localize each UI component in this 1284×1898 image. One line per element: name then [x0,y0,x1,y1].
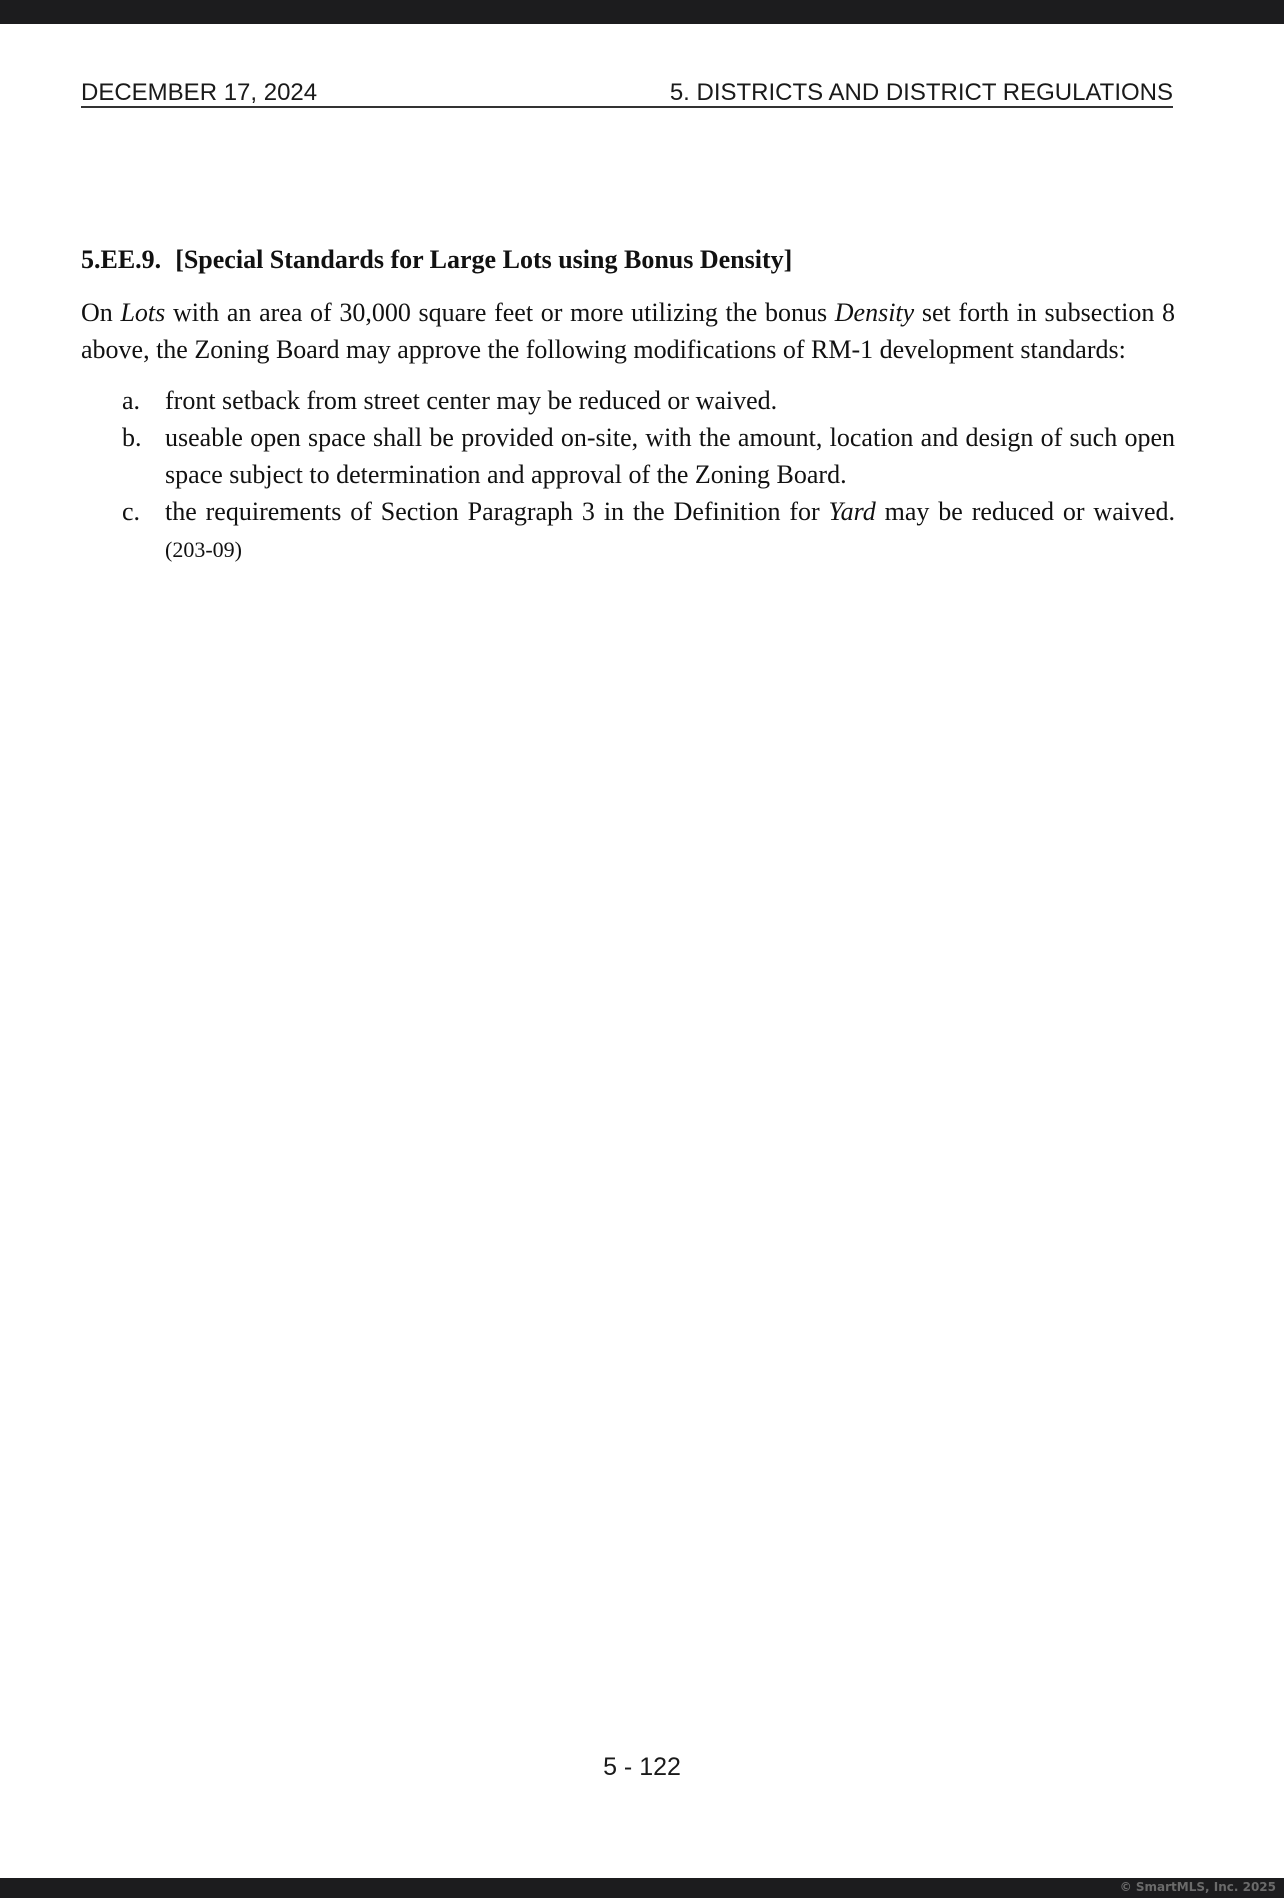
list-item [81,382,1175,419]
header-date: DECEMBER 17, 2024 [81,79,318,106]
section-content [81,244,1175,568]
intro-text-3: set forth in subsection 8 above, the Zoning Board may approve the following modifications of RM-1 development standards: [81,298,1175,364]
list-marker: c. [122,497,141,526]
list-item [81,493,1175,568]
item-c-text-2: may be reduced or waived. [875,497,1175,526]
list-marker: a. [122,386,141,415]
list-item-text [165,497,1175,563]
list-marker: b. [122,423,142,452]
section-heading [81,244,1175,276]
section-title: [Special Standards for Large Lots using Bonus Density] [175,245,793,274]
bottom-bar [0,1878,1284,1898]
term-lots: Lots [120,298,166,327]
modifications-list [81,382,1175,568]
page-header [81,76,1173,108]
term-density: Density [834,298,915,327]
item-c-text-1: the requirements of Section Paragraph 3 in the Definition for [165,497,829,526]
intro-paragraph [81,294,1175,368]
intro-text-2: with an area of 30,000 square feet or more utilizing the bonus [165,298,835,327]
top-bar [0,0,1284,24]
watermark: © SmartMLS, Inc. 2025 [1119,1880,1276,1894]
intro-text-1: On [81,298,121,327]
list-item-text: front setback from street center may be reduced or waived. [165,386,778,415]
header-chapter: 5. DISTRICTS AND DISTRICT REGULATIONS [669,79,1173,106]
list-item [81,419,1175,493]
section-number: 5.EE.9. [81,245,162,274]
page-number: 5 - 122 [603,1753,681,1781]
term-yard: Yard [828,497,876,526]
list-item-text: useable open space shall be provided on-site, with the amount, location and design of such open space subject to determination and approval of the Zoning Board. [165,423,1175,489]
amendment-reference: (203-09) [165,537,242,562]
